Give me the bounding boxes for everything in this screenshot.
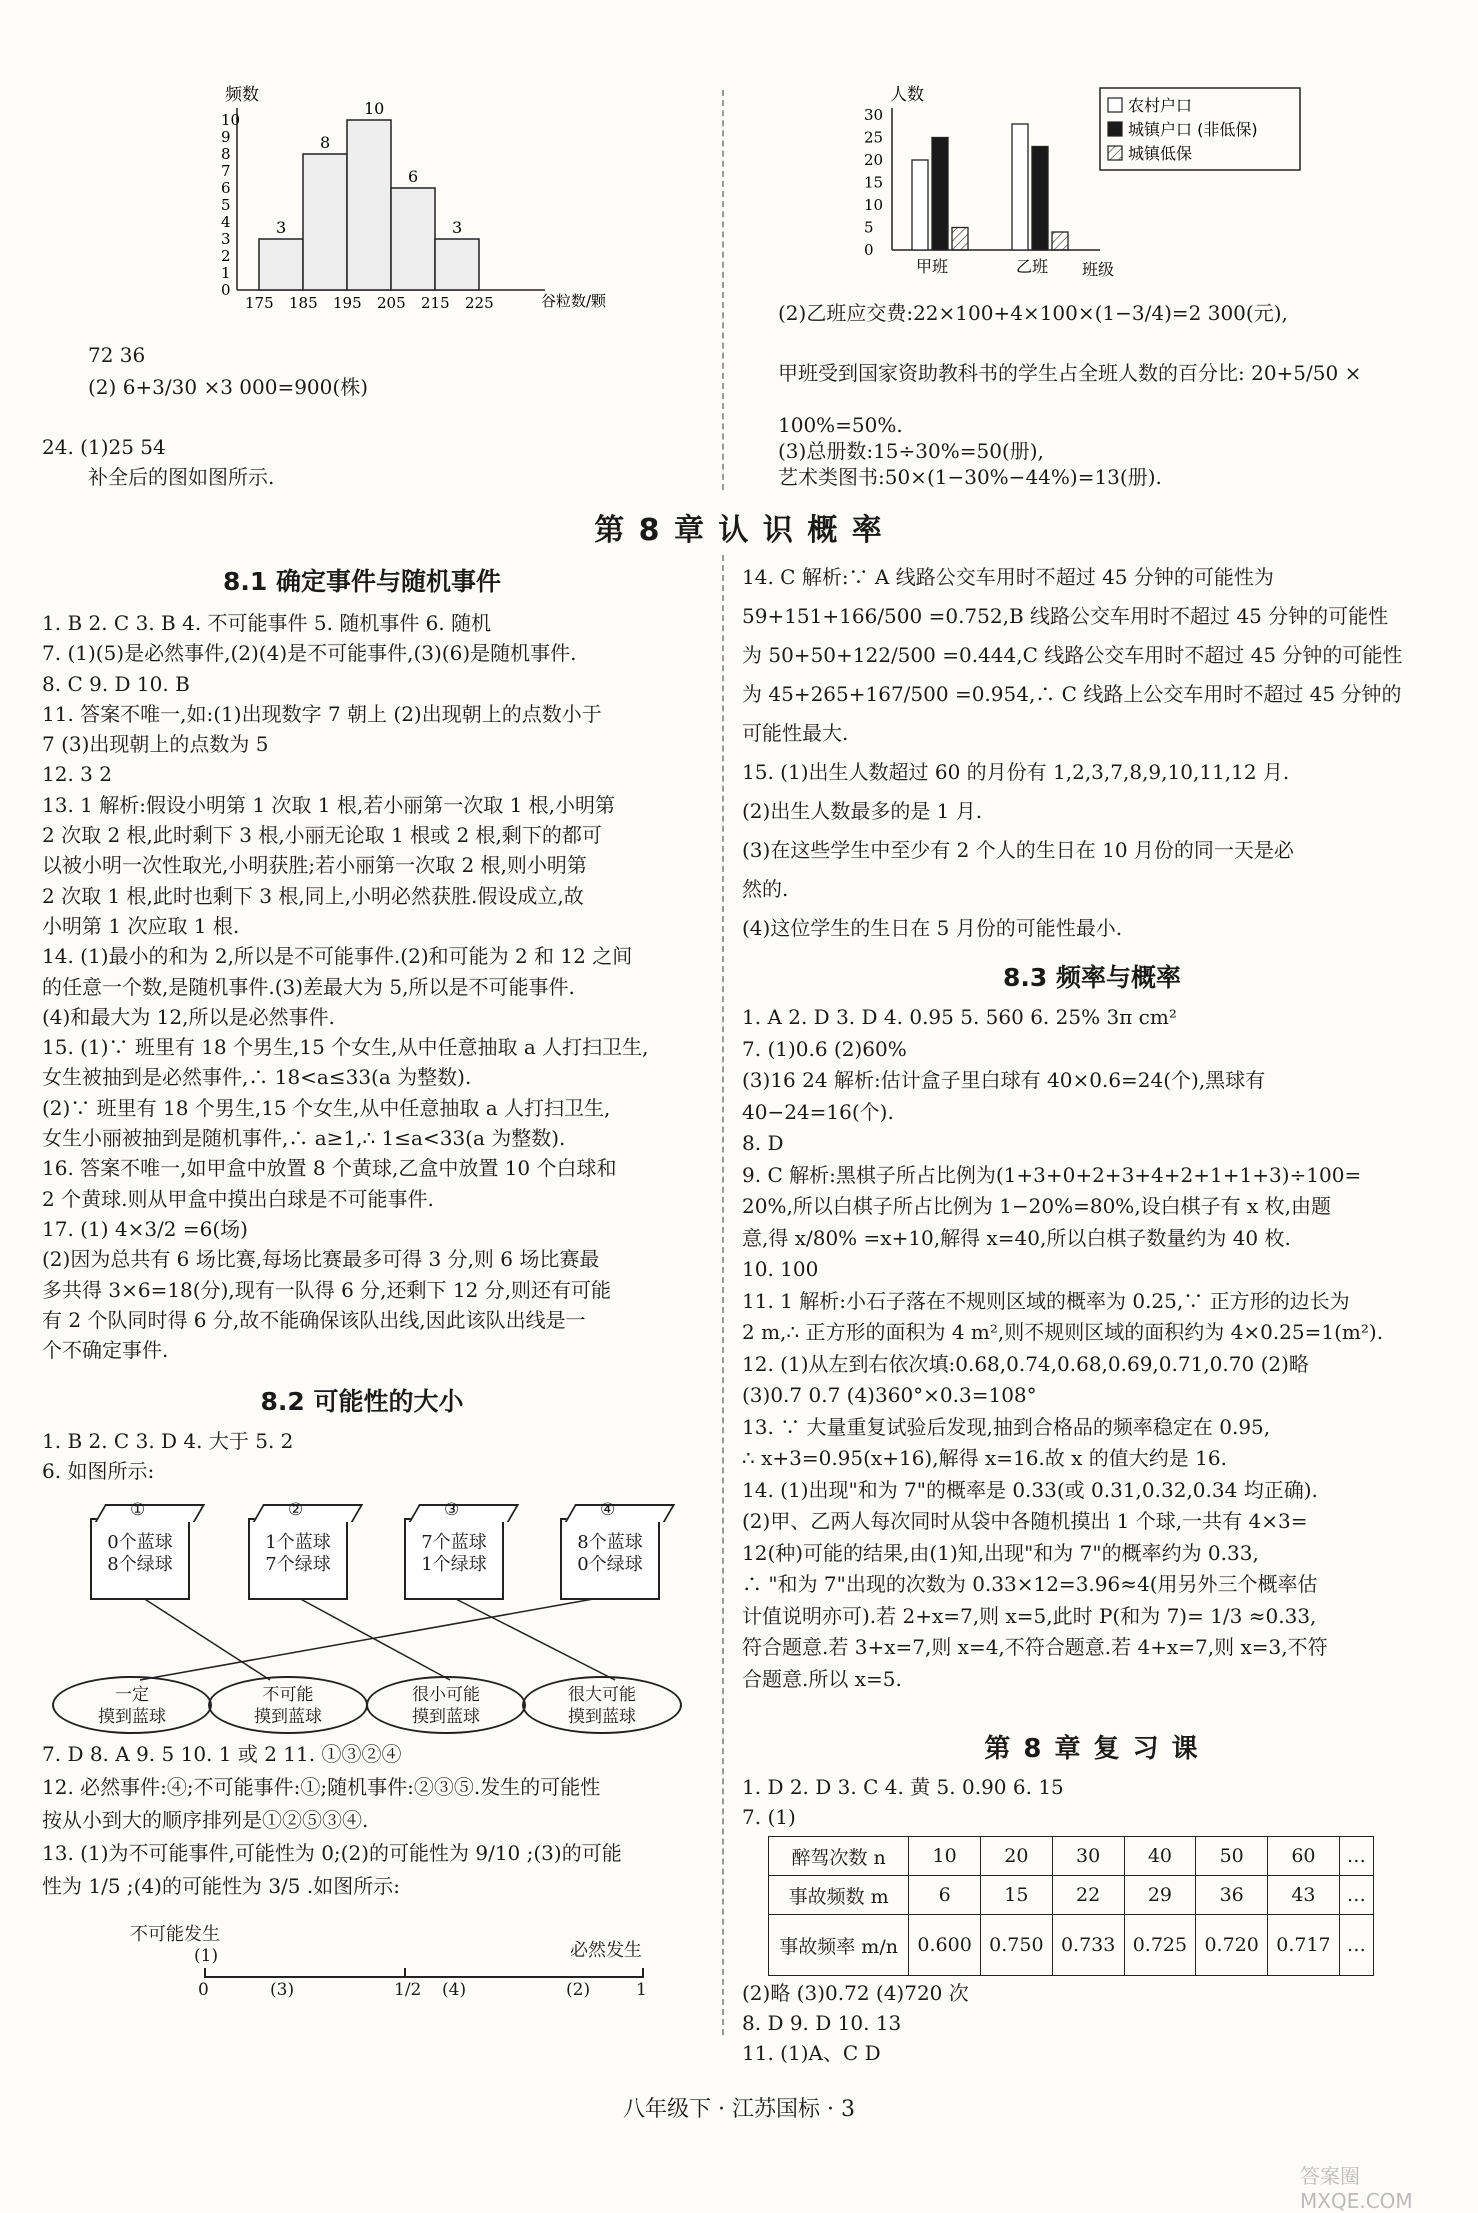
answer-line: 符合题意.若 3+x=7,则 x=4,不符合题意.若 4+x=7,则 x=3,不符: [742, 1635, 1328, 1659]
answer-line: 13. 1 解析:假设小明第 1 次取 1 根,若小丽第一次取 1 根,小明第: [42, 792, 616, 817]
bar-1: [1032, 147, 1048, 251]
numline-left-label: 不可能发生: [130, 1924, 220, 1945]
section-8-3-title: 8.3 频率与概率: [1003, 963, 1181, 992]
table-row: [769, 1915, 1374, 1976]
tl-line-4: 补全后的图如图所示.: [88, 465, 275, 489]
answer-line: 12. 必然事件:④;不可能事件:①;随机事件:②③⑤.发生的可能性: [42, 1775, 601, 1799]
answer-line: 11. 1 解析:小石子落在不规则区域的概率为 0.25,∵ 正方形的边长为: [742, 1288, 1350, 1313]
answer-line: 7. (1)0.6 (2)60%: [742, 1036, 907, 1061]
answer-line: 然的.: [742, 877, 789, 901]
answer-line: 1. B 2. C 3. B 4. 不可能事件 5. 随机事件 6. 随机: [42, 611, 492, 635]
box-number: ③: [444, 1500, 460, 1520]
answer-line: 2 m,∴ 正方形的面积为 4 m²,则不规则区域的面积约为 4×0.25=1(m²).: [742, 1320, 1384, 1344]
table-cell: 43: [1268, 1876, 1340, 1915]
hist-bar-label: 8: [320, 133, 331, 152]
answer-line: 为 45+265+167/500 =0.954,∴ C 线路上公交车用时不超过 45 分钟的: [742, 682, 1402, 706]
answer-line: 10. 100: [742, 1257, 819, 1281]
answer-line: 计值说明亦可).若 2+x=7,则 x=5,此时 P(和为 7)= 1/3 ≈0.33,: [742, 1603, 1317, 1628]
answer-line: 2 次取 1 根,此时也剩下 3 根,同上,小明必然获胜.假设成立,故: [42, 883, 584, 908]
box-number: ②: [288, 1500, 304, 1520]
ball-box: [560, 1500, 660, 1600]
tr-line-2: 甲班受到国家资助教科书的学生占全班人数的百分比: 20+5/50 ×: [778, 361, 1362, 385]
answer-line: 个不确定事件.: [42, 1338, 169, 1363]
outcome-ellipse: [366, 1676, 526, 1734]
box-line: 0个蓝球: [107, 1532, 173, 1553]
hist-bar: [259, 239, 303, 290]
answer-line: 20%,所以白棋子所占比例为 1−20%=80%,设白棋子有 x 枚,由题: [742, 1194, 1332, 1218]
legend-label: 城镇低保: [1128, 144, 1193, 163]
section-8-2-answers-b: [42, 1738, 622, 1903]
bar-category: 甲班: [916, 257, 949, 276]
tl-line-2: (2) 6+3/30 ×3 000=900(株): [88, 375, 368, 399]
box-line: 8个蓝球: [577, 1532, 643, 1553]
table-cell: 29: [1124, 1876, 1196, 1915]
answer-line: 1. B 2. C 3. D 4. 大于 5. 2: [42, 1429, 294, 1453]
hist-ytick: 1: [221, 264, 231, 282]
table-cell: 醉驾次数 n: [769, 1837, 909, 1876]
outcome-ellipse: [52, 1676, 212, 1734]
numline-axis: [204, 1976, 644, 1978]
hist-bar-label: 6: [408, 167, 419, 186]
table-cell: 6: [909, 1876, 981, 1915]
table-cell: 40: [1124, 1837, 1196, 1876]
answer-line: 小明第 1 次应取 1 根.: [42, 913, 240, 938]
ellipse-line: 摸到蓝球: [98, 1707, 166, 1727]
bar-1: [932, 138, 948, 251]
table-cell: 30: [1052, 1837, 1124, 1876]
table-cell: 20: [981, 1837, 1053, 1876]
answer-line: (2)甲、乙两人每次同时从袋中各随机摸出 1 个球,一共有 4×3=: [742, 1509, 1308, 1533]
table-cell: 22: [1052, 1876, 1124, 1915]
section-8-1-answers: [42, 608, 649, 1365]
table-cell: 事故频率 m/n: [769, 1915, 909, 1976]
tr-line-3: 100%=50%.: [778, 413, 903, 437]
answer-line: 以被小明一次性取光,小明获胜;若小丽第一次取 2 根,则小明第: [42, 853, 587, 878]
answer-line: 11. 答案不唯一,如:(1)出现数字 7 朝上 (2)出现朝上的点数小于: [42, 701, 602, 726]
section-8-3-answers: [742, 1002, 1383, 1695]
box-number: ④: [600, 1500, 616, 1520]
numline-one: 1: [636, 1980, 647, 2000]
hist-bar: [391, 188, 435, 290]
table-row: [769, 1876, 1374, 1915]
hist-ytick: 7: [221, 162, 231, 180]
hist-ytick: 5: [221, 196, 231, 214]
review-answers-b: [742, 1978, 969, 2068]
table-cell: 50: [1196, 1837, 1268, 1876]
ball-box: [404, 1500, 504, 1600]
page-footer: 八年级下 · 江苏国标 · 3: [623, 2097, 855, 2122]
bar-category: 乙班: [1016, 257, 1049, 276]
legend-swatch: [1108, 146, 1122, 160]
answer-line: 7. (1): [742, 1805, 796, 1829]
box-line: 7个绿球: [265, 1554, 331, 1575]
answer-line: 15. (1)出生人数超过 60 的月份有 1,2,3,7,8,9,10,11,12 月.: [742, 760, 1290, 784]
hist-ytick: 4: [221, 213, 231, 231]
ball-box: [248, 1500, 348, 1600]
review-answers-a: [742, 1772, 1064, 1832]
answer-line: 意,得 x/80% =x+10,解得 x=40,所以白棋子数量约为 40 枚.: [742, 1225, 1291, 1250]
hist-bar: [347, 120, 391, 290]
answer-line: 7. D 8. A 9. 5 10. 1 或 2 11. ①③②④: [42, 1742, 402, 1766]
table-cell: 36: [1196, 1876, 1268, 1915]
numline-mark-3: (3): [270, 1980, 295, 2000]
answer-line: 12. (1)从左到右依次填:0.68,0.74,0.68,0.69,0.71,0.70 (2)略: [742, 1351, 1309, 1376]
answer-line: 合题意.所以 x=5.: [742, 1666, 902, 1691]
answer-line: 40−24=16(个).: [742, 1099, 894, 1124]
ellipse-line: 摸到蓝球: [568, 1707, 636, 1727]
hist-xlabel: 谷粒数/颗: [541, 292, 607, 310]
tr-line-4: (3)总册数:15÷30%=50(册),: [778, 439, 1044, 463]
bar-xlabel: 班级: [1082, 260, 1115, 279]
answer-line: 7 (3)出现朝上的点数为 5: [42, 732, 269, 757]
hist-bar-label: 3: [276, 218, 287, 237]
table-cell: 0.720: [1196, 1915, 1268, 1976]
numline-mark-1: (1): [194, 1946, 219, 1966]
numline-right-label: 必然发生: [570, 1940, 642, 1961]
column-divider: [722, 555, 725, 2035]
answer-line: (2)因为总共有 6 场比赛,每场比赛最多可得 3 分,则 6 场比赛最: [42, 1247, 600, 1272]
table-cell: 事故频数 m: [769, 1876, 909, 1915]
box-line: 1个蓝球: [265, 1532, 331, 1553]
answer-line: 2 次取 2 根,此时剩下 3 根,小丽无论取 1 根或 2 根,剩下的都可: [42, 823, 602, 848]
hist-ytick: 9: [221, 128, 231, 146]
box-line: 8个绿球: [107, 1554, 173, 1575]
bar-0: [912, 160, 928, 250]
tl-line-3: 24. (1)25 54: [42, 435, 166, 459]
legend-label: 农村户口: [1128, 96, 1193, 115]
answer-line: 女生被抽到是必然事件,∴ 18<a≤33(a 为整数).: [42, 1065, 472, 1090]
review-title: 第 8 章 复 习 课: [984, 1734, 1200, 1764]
table-cell: …: [1339, 1915, 1373, 1976]
answer-line: 15. (1)∵ 班里有 18 个男生,15 个女生,从中任意抽取 a 人打扫卫生,: [42, 1035, 649, 1060]
answer-line: (4)和最大为 12,所以是必然事件.: [42, 1004, 335, 1029]
tl-line-1: 72 36: [88, 343, 146, 367]
answer-line: 性为 1/5 ;(4)的可能性为 3/5 .如图所示:: [42, 1874, 400, 1898]
table-cell: 0.600: [909, 1915, 981, 1976]
review-table: [768, 1836, 1374, 1976]
outcome-ellipse: [208, 1676, 368, 1734]
answer-line: ∴ "和为 7"出现的次数为 0.33×12=3.96≈4(用另外三个概率估: [742, 1572, 1318, 1596]
hist-xtick: 205: [377, 294, 406, 312]
answer-line: 为 50+50+122/500 =0.444,C 线路公交车用时不超过 45 分钟的可能性: [742, 643, 1403, 667]
hist-xtick: 175: [245, 294, 274, 312]
answer-line: 有 2 个队同时得 6 分,故不能确保该队出线,因此该队出线是一: [42, 1307, 586, 1332]
hist-xtick: 215: [421, 294, 450, 312]
answer-line: (3)0.7 0.7 (4)360°×0.3=108°: [742, 1383, 1037, 1407]
class-bar-chart: [850, 80, 1310, 280]
answer-line: 1. D 2. D 3. C 4. 黄 5. 0.90 6. 15: [742, 1775, 1064, 1799]
answer-line: 可能性最大.: [742, 721, 849, 745]
answer-line: (3)16 24 解析:估计盒子里白球有 40×0.6=24(个),黑球有: [742, 1068, 1266, 1092]
answer-line: 12. 3 2: [42, 762, 112, 787]
table-cell: 0.733: [1052, 1915, 1124, 1976]
hist-bar: [303, 154, 347, 290]
section-8-2-continued: [742, 558, 1402, 948]
box-number: ①: [130, 1500, 146, 1520]
box-line: 7个蓝球: [421, 1532, 487, 1553]
tr-line-1: (2)乙班应交费:22×100+4×100×(1−3/4)=2 300(元),: [778, 301, 1288, 325]
ellipse-line: 一定: [115, 1685, 149, 1705]
answer-line: 7. (1)(5)是必然事件,(2)(4)是不可能事件,(3)(6)是随机事件.: [42, 641, 577, 666]
legend-label: 城镇户口 (非低保): [1128, 120, 1258, 139]
answer-line: 的任意一个数,是随机事件.(3)差最大为 5,所以是不可能事件.: [42, 974, 575, 999]
answer-line: 13. (1)为不可能事件,可能性为 0;(2)的可能性为 9/10 ;(3)的可能: [42, 1841, 622, 1865]
hist-xtick: 195: [333, 294, 362, 312]
probability-number-line: [130, 1920, 690, 2030]
answer-line: 11. (1)A、C D: [742, 2041, 881, 2065]
numline-mark-2: (2): [566, 1980, 591, 2000]
table-cell: 0.725: [1124, 1915, 1196, 1976]
ellipse-line: 很小可能: [412, 1685, 480, 1705]
answer-line: 17. (1) 4×3/2 =6(场): [42, 1216, 248, 1241]
hist-bar: [435, 239, 479, 290]
section-8-1-title: 8.1 确定事件与随机事件: [223, 567, 501, 596]
answer-line: 多共得 3×6=18(分),现有一队得 6 分,还剩下 12 分,则还有可能: [42, 1277, 612, 1302]
hist-ytick: 0: [221, 281, 231, 299]
bar-ytick: 10: [864, 196, 884, 214]
table-cell: 15: [981, 1876, 1053, 1915]
legend-swatch: [1108, 98, 1122, 112]
bar-ytick: 0: [864, 241, 874, 259]
hist-ytick: 2: [221, 247, 231, 265]
answer-line: 8. D: [742, 1131, 784, 1155]
outcome-ellipse: [522, 1676, 682, 1734]
answer-line: (3)在这些学生中至少有 2 个人的生日在 10 月份的同一天是必: [742, 838, 1294, 862]
answer-line: ∴ x+3=0.95(x+16),解得 x=16.故 x 的值大约是 16.: [742, 1446, 1227, 1470]
ellipse-line: 很大可能: [568, 1685, 636, 1705]
answer-line: 8. D 9. D 10. 13: [742, 2011, 902, 2035]
table-cell: 0.717: [1268, 1915, 1340, 1976]
answer-line: 14. C 解析:∵ A 线路公交车用时不超过 45 分钟的可能性为: [742, 565, 1274, 589]
answer-line: (2)出生人数最多的是 1 月.: [742, 799, 983, 823]
answer-line: 2 个黄球.则从甲盒中摸出白球是不可能事件.: [42, 1186, 434, 1211]
bar-ylabel: 人数: [890, 85, 924, 105]
numline-zero: 0: [198, 1980, 209, 2000]
section-8-2-answers-a: [42, 1426, 293, 1486]
bar-ytick: 15: [864, 173, 884, 192]
answer-line: 12(种)可能的结果,由(1)知,出现"和为 7"的概率约为 0.33,: [742, 1540, 1259, 1565]
answer-line: 14. (1)最小的和为 2,所以是不可能事件.(2)和可能为 2 和 12 之间: [42, 944, 633, 969]
box-line: 1个绿球: [421, 1554, 487, 1575]
answer-line: 14. (1)出现"和为 7"的概率是 0.33(或 0.31,0.32,0.34 均正确).: [742, 1477, 1318, 1502]
hist-xtick: 225: [465, 294, 494, 312]
bar-ytick: 25: [864, 128, 884, 147]
answer-line: 8. C 9. D 10. B: [42, 671, 190, 696]
bar-ytick: 20: [864, 151, 884, 169]
box-line: 0个绿球: [577, 1554, 643, 1575]
ball-box: [90, 1500, 190, 1600]
chapter-title: 第 8 章 认 识 概 率: [594, 513, 884, 548]
numline-mark-4: (4): [442, 1980, 467, 2000]
ellipse-line: 摸到蓝球: [254, 1707, 322, 1727]
answer-line: (4)这位学生的生日在 5 月份的可能性最小.: [742, 916, 1123, 940]
ellipse-line: 摸到蓝球: [412, 1707, 480, 1727]
answer-line: 1. A 2. D 3. D 4. 0.95 5. 560 6. 25% 3π cm²: [742, 1005, 1177, 1029]
table-row: [769, 1837, 1374, 1876]
hist-ytick: 8: [221, 145, 231, 163]
answer-line: 6. 如图所示:: [42, 1459, 155, 1483]
answer-line: (2)略 (3)0.72 (4)720 次: [742, 1981, 969, 2005]
numline-half: 1/2: [394, 1980, 422, 2000]
ellipse-line: 不可能: [262, 1685, 314, 1705]
bar-2: [952, 228, 968, 251]
hist-ytick: 6: [221, 179, 231, 197]
tr-line-5: 艺术类图书:50×(1−30%−44%)=13(册).: [778, 465, 1162, 489]
hist-xtick: 185: [289, 294, 318, 312]
table-cell: …: [1339, 1876, 1373, 1915]
hist-ytick: 3: [221, 230, 231, 248]
answer-line: 9. C 解析:黑棋子所占比例为(1+3+0+2+3+4+2+1+1+3)÷100=: [742, 1162, 1362, 1187]
legend-swatch: [1108, 122, 1122, 136]
hist-bar-label: 10: [364, 99, 385, 118]
hist-bar-label: 3: [452, 218, 463, 237]
table-cell: 10: [909, 1837, 981, 1876]
histogram-chart: [195, 80, 615, 320]
table-cell: 60: [1268, 1837, 1340, 1876]
bar-0: [1012, 124, 1028, 250]
answer-line: 59+151+166/500 =0.752,B 线路公交车用时不超过 45 分钟的可能性: [742, 604, 1389, 628]
bar-ytick: 30: [864, 106, 884, 124]
bar-2: [1052, 232, 1068, 250]
section-8-2-title: 8.2 可能性的大小: [260, 1387, 464, 1416]
answer-line: 女生小丽被抽到是随机事件,∴ a≥1,∴ 1≤a<33(a 为整数).: [42, 1126, 566, 1151]
hist-ylabel: 频数: [225, 85, 259, 105]
watermark: 答案圈 MXQE.COM: [1300, 2164, 1413, 2213]
bar-ytick: 5: [864, 218, 874, 237]
answer-line: 16. 答案不唯一,如甲盒中放置 8 个黄球,乙盒中放置 10 个白球和: [42, 1156, 617, 1181]
column-divider-top: [722, 90, 725, 490]
answer-line: (2)∵ 班里有 18 个男生,15 个女生,从中任意抽取 a 人打扫卫生,: [42, 1095, 611, 1120]
answer-line: 按从小到大的顺序排列是①②⑤③④.: [42, 1808, 369, 1832]
answer-line: 13. ∵ 大量重复试验后发现,抽到合格品的频率稳定在 0.95,: [742, 1414, 1271, 1439]
table-cell: 0.750: [981, 1915, 1053, 1976]
hist-ytick: 10: [221, 111, 241, 129]
table-cell: …: [1339, 1837, 1373, 1876]
